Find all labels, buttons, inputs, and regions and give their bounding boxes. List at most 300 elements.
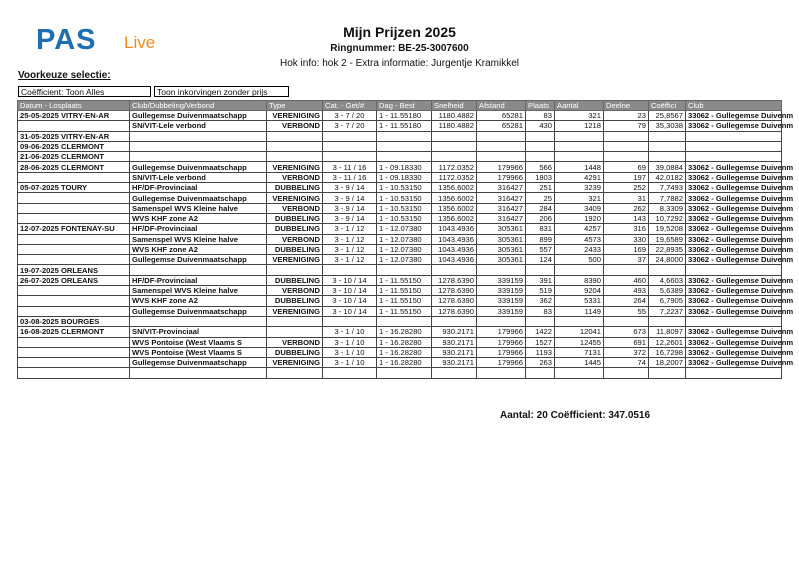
- table-cell: 1043.4936: [432, 234, 477, 244]
- table-cell: HF/DF-Provinciaal: [130, 275, 267, 285]
- table-cell: [18, 193, 130, 203]
- table-cell: 1043.4936: [432, 244, 477, 254]
- table-cell: [432, 368, 477, 378]
- table-cell: DUBBELING: [267, 213, 323, 223]
- table-cell: 930.2171: [432, 327, 477, 337]
- table-row: [18, 306, 782, 316]
- table-cell: 11,8097: [649, 327, 686, 337]
- table-cell: [526, 141, 555, 151]
- table-cell: 12455: [555, 337, 604, 347]
- table-cell: 930.2171: [432, 347, 477, 357]
- column-header: Aantal: [555, 101, 604, 111]
- table-cell: 1448: [555, 162, 604, 172]
- page-title: Mijn Prijzen 2025: [343, 24, 456, 40]
- table-cell: 1278.6390: [432, 306, 477, 316]
- table-row: [18, 213, 782, 223]
- table-cell: Samenspel WVS Kleine halve: [130, 203, 267, 213]
- table-cell: 23: [604, 111, 649, 121]
- table-cell: [377, 265, 432, 275]
- table-cell: 362: [526, 296, 555, 306]
- table-cell: 12,2601: [649, 337, 686, 347]
- table-cell: 264: [604, 296, 649, 306]
- table-cell: 19-07-2025 ORLEANS: [18, 265, 130, 275]
- table-cell: 1356.6002: [432, 193, 477, 203]
- table-cell: 79: [604, 121, 649, 131]
- table-cell: [267, 368, 323, 378]
- table-cell: [604, 141, 649, 151]
- table-cell: WVS KHF zone A2: [130, 296, 267, 306]
- table-cell: [555, 131, 604, 141]
- table-cell: 19,5208: [649, 224, 686, 234]
- table-cell: 1043.4936: [432, 224, 477, 234]
- table-cell: [130, 141, 267, 151]
- table-cell: 7,7882: [649, 193, 686, 203]
- column-header: Plaats: [526, 101, 555, 111]
- table-cell: 316427: [477, 203, 526, 213]
- table-cell: [686, 368, 782, 378]
- table-cell: 25-05-2025 VITRY-EN-AR: [18, 111, 130, 121]
- table-cell: 3409: [555, 203, 604, 213]
- table-cell: VERENIGING: [267, 306, 323, 316]
- table-cell: [526, 152, 555, 162]
- table-cell: 33062 - Gullegemse Duivenm: [686, 234, 782, 244]
- table-cell: [377, 316, 432, 326]
- table-cell: 03-08-2025 BOURGES: [18, 316, 130, 326]
- table-cell: 33062 - Gullegemse Duivenm: [686, 121, 782, 131]
- table-cell: VERBOND: [267, 172, 323, 182]
- table-cell: [555, 152, 604, 162]
- table-cell: 33062 - Gullegemse Duivenm: [686, 286, 782, 296]
- table-cell: 3 - 9 / 14: [323, 183, 377, 193]
- table-cell: [267, 131, 323, 141]
- table-cell: [649, 316, 686, 326]
- table-cell: 39,0884: [649, 162, 686, 172]
- results-table: [17, 100, 794, 379]
- table-cell: 1193: [526, 347, 555, 357]
- table-cell: 19,6589: [649, 234, 686, 244]
- table-cell: 1 - 12.07380: [377, 255, 432, 265]
- table-cell: 179966: [477, 337, 526, 347]
- table-cell: [686, 131, 782, 141]
- table-cell: 1172.0352: [432, 162, 477, 172]
- table-cell: 1422: [526, 327, 555, 337]
- table-cell: [649, 265, 686, 275]
- table-cell: 1278.6390: [432, 286, 477, 296]
- table-cell: [649, 152, 686, 162]
- column-header: Deelne: [604, 101, 649, 111]
- table-cell: 09-06-2025 CLERMONT: [18, 141, 130, 151]
- table-cell: 206: [526, 213, 555, 223]
- table-row: [18, 234, 782, 244]
- table-cell: 65281: [477, 121, 526, 131]
- table-cell: 316: [604, 224, 649, 234]
- table-cell: 831: [526, 224, 555, 234]
- table-cell: 1356.6002: [432, 183, 477, 193]
- table-cell: 33062 - Gullegemse Duivenm: [686, 244, 782, 254]
- table-cell: 33062 - Gullegemse Duivenm: [686, 296, 782, 306]
- table-cell: 1 - 09.18330: [377, 162, 432, 172]
- table-cell: 1 - 10.53150: [377, 213, 432, 223]
- table-cell: 316427: [477, 193, 526, 203]
- table-cell: 33062 - Gullegemse Duivenm: [686, 203, 782, 213]
- table-cell: 305361: [477, 234, 526, 244]
- table-cell: 3 - 1 / 10: [323, 358, 377, 368]
- table-cell: [323, 141, 377, 151]
- table-cell: 37: [604, 255, 649, 265]
- table-cell: 1 - 10.53150: [377, 183, 432, 193]
- show-basketings-filter[interactable]: Toon inkorvingen zonder prijs: [154, 86, 289, 97]
- table-cell: [686, 265, 782, 275]
- table-cell: 197: [604, 172, 649, 182]
- table-cell: 3 - 9 / 14: [323, 203, 377, 213]
- table-cell: 321: [555, 111, 604, 121]
- table-cell: [323, 152, 377, 162]
- table-cell: 55: [604, 306, 649, 316]
- table-cell: 4257: [555, 224, 604, 234]
- table-cell: 339159: [477, 275, 526, 285]
- table-cell: 35,3038: [649, 121, 686, 131]
- table-cell: 42,0182: [649, 172, 686, 182]
- table-row: [18, 183, 782, 193]
- table-row: [18, 244, 782, 254]
- table-cell: VERENIGING: [267, 162, 323, 172]
- table-cell: 500: [555, 255, 604, 265]
- table-cell: 339159: [477, 306, 526, 316]
- table-row: [18, 316, 782, 326]
- table-cell: 3 - 1 / 12: [323, 224, 377, 234]
- column-header: Type: [267, 101, 323, 111]
- table-cell: 930.2171: [432, 337, 477, 347]
- table-cell: 1920: [555, 213, 604, 223]
- table-row: [18, 368, 782, 378]
- table-cell: Gullegemse Duivenmaatschapp: [130, 255, 267, 265]
- table-cell: VERBOND: [267, 121, 323, 131]
- column-header: Datum - Losplaats: [18, 101, 130, 111]
- table-cell: 9204: [555, 286, 604, 296]
- logo-sub: Live: [124, 33, 156, 52]
- table-cell: 321: [555, 193, 604, 203]
- table-cell: 1 - 10.53150: [377, 203, 432, 213]
- column-header: Coëffici: [649, 101, 686, 111]
- table-cell: 1 - 11.55150: [377, 296, 432, 306]
- table-cell: 1149: [555, 306, 604, 316]
- loft-info: Hok info: hok 2 - Extra informatie: Jurgentje Kramikkel: [280, 58, 519, 69]
- table-cell: 3 - 1 / 12: [323, 244, 377, 254]
- table-cell: 16,7298: [649, 347, 686, 357]
- table-cell: 33062 - Gullegemse Duivenm: [686, 358, 782, 368]
- table-cell: 930.2171: [432, 358, 477, 368]
- ring-number: Ringnummer: BE-25-3007600: [330, 43, 469, 54]
- table-cell: VERBOND: [267, 203, 323, 213]
- table-cell: [432, 265, 477, 275]
- table-cell: 460: [604, 275, 649, 285]
- table-cell: DUBBELING: [267, 183, 323, 193]
- table-cell: [477, 368, 526, 378]
- table-row: [18, 172, 782, 182]
- table-cell: HF/DF-Provinciaal: [130, 183, 267, 193]
- table-cell: [267, 152, 323, 162]
- table-cell: 1356.6002: [432, 213, 477, 223]
- table-cell: 1356.6002: [432, 203, 477, 213]
- table-cell: 33062 - Gullegemse Duivenm: [686, 213, 782, 223]
- table-cell: 284: [526, 203, 555, 213]
- table-cell: 7,2237: [649, 306, 686, 316]
- table-cell: 252: [604, 183, 649, 193]
- table-cell: 21-06-2025 CLERMONT: [18, 152, 130, 162]
- table-cell: 6,7905: [649, 296, 686, 306]
- table-cell: 33062 - Gullegemse Duivenm: [686, 347, 782, 357]
- table-cell: DUBBELING: [267, 347, 323, 357]
- table-cell: [18, 234, 130, 244]
- table-cell: [686, 141, 782, 151]
- table-row: [18, 203, 782, 213]
- table-cell: 83: [526, 306, 555, 316]
- table-cell: 1 - 12.07380: [377, 234, 432, 244]
- table-cell: 3 - 1 / 12: [323, 255, 377, 265]
- table-cell: [267, 316, 323, 326]
- table-cell: HF/DF-Provinciaal: [130, 224, 267, 234]
- column-header: Club/Dubbeling/Verbond: [130, 101, 267, 111]
- table-cell: 83: [526, 111, 555, 121]
- table-cell: Gullegemse Duivenmaatschapp: [130, 162, 267, 172]
- table-cell: [604, 368, 649, 378]
- table-row: [18, 162, 782, 172]
- table-cell: 3 - 1 / 10: [323, 327, 377, 337]
- table-cell: 263: [526, 358, 555, 368]
- table-cell: 5,6389: [649, 286, 686, 296]
- table-cell: 1 - 16.28280: [377, 358, 432, 368]
- table-cell: [130, 131, 267, 141]
- table-cell: Gullegemse Duivenmaatschapp: [130, 111, 267, 121]
- summary-total: Aantal: 20 Coëfficient: 347.0516: [500, 410, 651, 421]
- table-cell: [686, 152, 782, 162]
- table-cell: 1 - 16.28280: [377, 327, 432, 337]
- table-cell: 16-08-2025 CLERMONT: [18, 327, 130, 337]
- table-cell: [526, 131, 555, 141]
- table-cell: 33062 - Gullegemse Duivenm: [686, 183, 782, 193]
- table-cell: 12-07-2025 FONTENAY-SU: [18, 224, 130, 234]
- table-cell: 33062 - Gullegemse Duivenm: [686, 162, 782, 172]
- table-row: [18, 337, 782, 347]
- table-cell: DUBBELING: [267, 244, 323, 254]
- table-cell: 4573: [555, 234, 604, 244]
- table-cell: [323, 131, 377, 141]
- table-cell: Samenspel WVS Kleine halve: [130, 234, 267, 244]
- table-cell: 8390: [555, 275, 604, 285]
- table-cell: [604, 265, 649, 275]
- table-row: [18, 347, 782, 357]
- table-cell: [477, 141, 526, 151]
- table-cell: 3 - 7 / 20: [323, 111, 377, 121]
- table-cell: 22,8935: [649, 244, 686, 254]
- table-cell: 1043.4936: [432, 255, 477, 265]
- table-row: [18, 224, 782, 234]
- table-cell: [477, 152, 526, 162]
- table-cell: 3239: [555, 183, 604, 193]
- table-cell: [323, 265, 377, 275]
- table-cell: [18, 296, 130, 306]
- table-cell: 179966: [477, 327, 526, 337]
- table-cell: 519: [526, 286, 555, 296]
- table-cell: 391: [526, 275, 555, 285]
- table-cell: [18, 244, 130, 254]
- table-cell: 339159: [477, 296, 526, 306]
- table-cell: 1 - 12.07380: [377, 244, 432, 254]
- table-cell: [267, 327, 323, 337]
- table-cell: 05-07-2025 TOURY: [18, 183, 130, 193]
- table-cell: VERENIGING: [267, 358, 323, 368]
- table-cell: Gullegemse Duivenmaatschapp: [130, 193, 267, 203]
- table-cell: 316427: [477, 213, 526, 223]
- table-cell: 3 - 7 / 20: [323, 121, 377, 131]
- table-cell: 3 - 10 / 14: [323, 306, 377, 316]
- table-cell: [130, 265, 267, 275]
- table-cell: 179966: [477, 347, 526, 357]
- table-cell: [18, 347, 130, 357]
- logo-main: PAS: [36, 24, 97, 56]
- table-cell: 1 - 11.55150: [377, 275, 432, 285]
- table-cell: VERBOND: [267, 286, 323, 296]
- table-cell: 1803: [526, 172, 555, 182]
- table-cell: [377, 368, 432, 378]
- table-cell: DUBBELING: [267, 296, 323, 306]
- table-cell: [18, 203, 130, 213]
- table-cell: 1172.0352: [432, 172, 477, 182]
- table-cell: 1 - 16.28280: [377, 337, 432, 347]
- table-cell: 4,6603: [649, 275, 686, 285]
- table-cell: 251: [526, 183, 555, 193]
- table-cell: VERENIGING: [267, 193, 323, 203]
- table-cell: WVS Pontoise (West Vlaams S: [130, 337, 267, 347]
- table-cell: 1180.4882: [432, 121, 477, 131]
- table-cell: VERBOND: [267, 234, 323, 244]
- table-cell: 1218: [555, 121, 604, 131]
- column-header: Afstand: [477, 101, 526, 111]
- table-cell: 430: [526, 121, 555, 131]
- table-cell: 566: [526, 162, 555, 172]
- table-cell: [323, 316, 377, 326]
- table-cell: [649, 131, 686, 141]
- table-row: [18, 327, 782, 337]
- table-cell: 305361: [477, 255, 526, 265]
- table-cell: 1 - 11.55150: [377, 306, 432, 316]
- table-cell: 26-07-2025 ORLEANS: [18, 275, 130, 285]
- table-cell: 31-05-2025 VITRY-EN-AR: [18, 131, 130, 141]
- table-cell: [477, 316, 526, 326]
- table-cell: [686, 316, 782, 326]
- table-cell: 33062 - Gullegemse Duivenm: [686, 327, 782, 337]
- table-cell: 31: [604, 193, 649, 203]
- table-cell: [377, 131, 432, 141]
- table-cell: [130, 152, 267, 162]
- table-cell: DUBBELING: [267, 224, 323, 234]
- table-cell: 1278.6390: [432, 296, 477, 306]
- table-cell: 899: [526, 234, 555, 244]
- table-row: [18, 141, 782, 151]
- table-cell: 5331: [555, 296, 604, 306]
- table-row: [18, 275, 782, 285]
- table-cell: 12041: [555, 327, 604, 337]
- table-cell: 330: [604, 234, 649, 244]
- table-cell: 1 - 16.28280: [377, 347, 432, 357]
- table-cell: VERENIGING: [267, 255, 323, 265]
- table-cell: 25,8567: [649, 111, 686, 121]
- table-cell: WVS KHF zone A2: [130, 213, 267, 223]
- table-cell: [377, 152, 432, 162]
- table-cell: [555, 141, 604, 151]
- table-cell: 3 - 10 / 14: [323, 296, 377, 306]
- selection-label: Voorkeuze selectie:: [18, 70, 111, 81]
- table-cell: [18, 213, 130, 223]
- table-cell: 169: [604, 244, 649, 254]
- table-cell: [18, 286, 130, 296]
- table-cell: 3 - 1 / 10: [323, 347, 377, 357]
- table-cell: 1 - 09.18330: [377, 172, 432, 182]
- table-cell: 4291: [555, 172, 604, 182]
- table-cell: 305361: [477, 224, 526, 234]
- table-row: [18, 193, 782, 203]
- table-row: [18, 255, 782, 265]
- table-cell: SN/VIT-Lele verbond: [130, 172, 267, 182]
- table-cell: 316427: [477, 183, 526, 193]
- table-cell: [555, 368, 604, 378]
- table-cell: [555, 316, 604, 326]
- table-cell: 493: [604, 286, 649, 296]
- table-row: [18, 265, 782, 275]
- table-cell: [18, 172, 130, 182]
- table-cell: 25: [526, 193, 555, 203]
- table-cell: 691: [604, 337, 649, 347]
- table-cell: VERBOND: [267, 337, 323, 347]
- table-cell: 33062 - Gullegemse Duivenm: [686, 337, 782, 347]
- table-cell: 1180.4882: [432, 111, 477, 121]
- table-cell: 179966: [477, 172, 526, 182]
- table-cell: 7,7493: [649, 183, 686, 193]
- table-cell: [377, 141, 432, 151]
- table-cell: Samenspel WVS Kleine halve: [130, 286, 267, 296]
- table-cell: 33062 - Gullegemse Duivenm: [686, 306, 782, 316]
- table-cell: WVS KHF zone A2: [130, 244, 267, 254]
- table-cell: 65281: [477, 111, 526, 121]
- table-cell: 179966: [477, 162, 526, 172]
- table-cell: 28-06-2025 CLERMONT: [18, 162, 130, 172]
- table-cell: 1 - 11.55180: [377, 111, 432, 121]
- table-cell: 2433: [555, 244, 604, 254]
- table-cell: [649, 141, 686, 151]
- table-cell: [477, 131, 526, 141]
- table-cell: [432, 152, 477, 162]
- table-cell: [604, 316, 649, 326]
- table-cell: 18,2007: [649, 358, 686, 368]
- table-cell: VERENIGING: [267, 111, 323, 121]
- table-row: [18, 286, 782, 296]
- table-cell: 339159: [477, 286, 526, 296]
- table-cell: 69: [604, 162, 649, 172]
- coefficient-filter[interactable]: Coëfficient: Toon Alles: [18, 86, 151, 97]
- table-cell: 124: [526, 255, 555, 265]
- table-cell: 673: [604, 327, 649, 337]
- table-body: [18, 111, 794, 379]
- table-cell: 3 - 10 / 14: [323, 286, 377, 296]
- table-cell: 24,8000: [649, 255, 686, 265]
- table-cell: [604, 152, 649, 162]
- table-cell: [526, 265, 555, 275]
- table-cell: 372: [604, 347, 649, 357]
- table-cell: 33062 - Gullegemse Duivenm: [686, 275, 782, 285]
- table-cell: 179966: [477, 358, 526, 368]
- table-cell: 74: [604, 358, 649, 368]
- table-cell: DUBBELING: [267, 275, 323, 285]
